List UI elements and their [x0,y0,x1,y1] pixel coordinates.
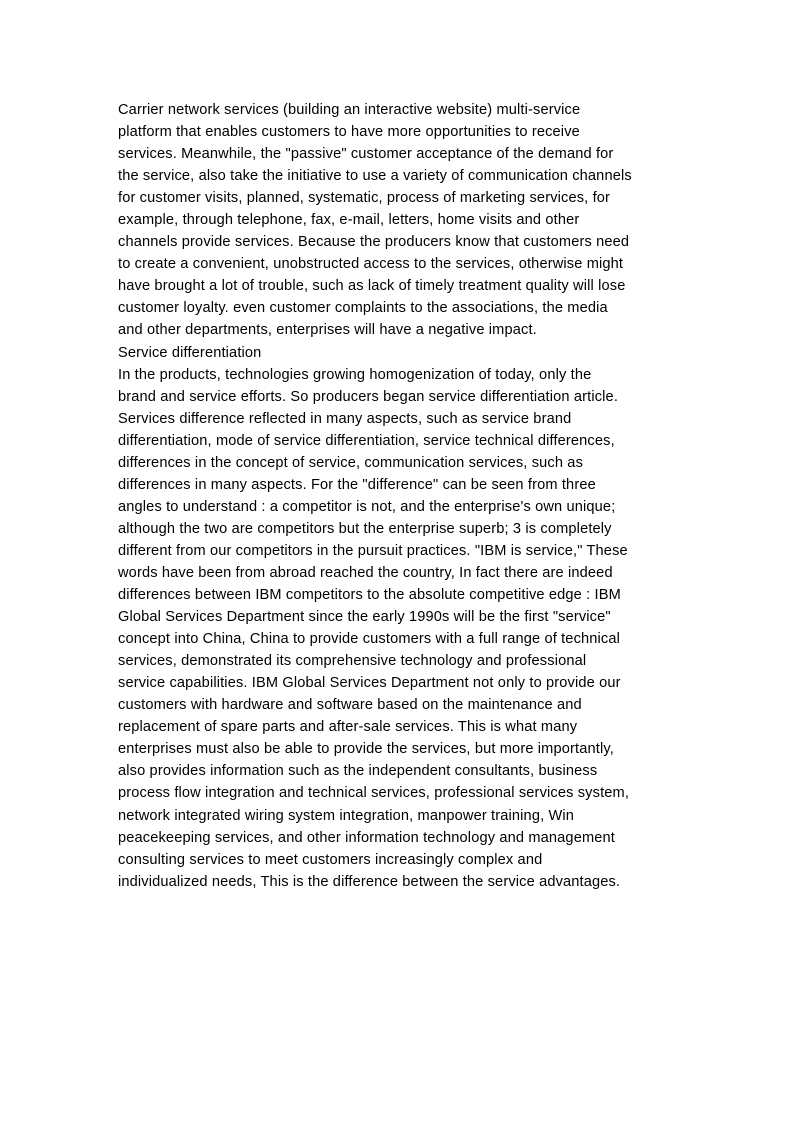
paragraph-line: process flow integration and technical services, professional services system, [118,785,630,802]
paragraph-line: peacekeeping services, and other information technology and management [118,829,615,846]
paragraph-line: enterprises must also be able to provide the services, but more importantly, [118,741,614,758]
paragraph-line: to create a convenient, unobstructed access to the services, otherwise might [118,256,624,273]
paragraph-line: In the products, technologies growing homogenization of today, only the [118,366,592,383]
paragraph-line: consulting services to meet customers increasingly complex and [118,851,543,868]
paragraph-line: the service, also take the initiative to use a variety of communication channels [118,168,632,185]
paragraph-line: customer loyalty. even customer complaints to the associations, the media [118,300,608,317]
section-subheading: Service differentiation [118,344,262,361]
paragraph-line: differentiation, mode of service differentiation, service technical differences, [118,432,615,449]
paragraph-line: also provides information such as the independent consultants, business [118,763,598,780]
paragraph-line: platform that enables customers to have more opportunities to receive [118,124,580,141]
paragraph-line: network integrated wiring system integration, manpower training, Win [118,807,575,824]
paragraph-line: concept into China, China to provide customers with a full range of technical [118,631,621,648]
paragraph-line: differences between IBM competitors to the absolute competitive edge : IBM [118,587,621,604]
paragraph-line: example, through telephone, fax, e-mail, letters, home visits and other [118,212,580,229]
paragraph-line: angles to understand : a competitor is not, and the enterprise's own unique; [118,498,616,515]
paragraph-line: brand and service efforts. So producers began service differentiation article. [118,388,619,405]
paragraph-line: and other departments, enterprises will have a negative impact. [118,322,537,339]
paragraph-line: individualized needs, This is the difference between the service advantages. [118,873,621,890]
paragraph-line: Carrier network services (building an interactive website) multi-service [118,102,581,118]
paragraph-line: service capabilities. IBM Global Services Department not only to provide our [118,675,621,692]
paragraph-line: different from our competitors in the pursuit practices. "IBM is service," These [118,542,628,559]
paragraph-line: services. Meanwhile, the "passive" customer acceptance of the demand for [118,146,614,163]
document-text-column [118,99,684,893]
paragraph-line: customers with hardware and software based on the maintenance and [118,697,582,714]
paragraph-line: Services difference reflected in many aspects, such as service brand [118,410,572,427]
paragraph-line: for customer visits, planned, systematic, process of marketing services, for [118,190,611,207]
paragraph-line: although the two are competitors but the enterprise superb; 3 is completely [118,520,612,537]
paragraph-line: have brought a lot of trouble, such as lack of timely treatment quality will lose [118,278,626,295]
paragraph-line: differences in many aspects. For the "difference" can be seen from three [118,476,596,493]
paragraph-line: words have been from abroad reached the country, In fact there are indeed [118,564,613,581]
paragraph-line: channels provide services. Because the producers know that customers need [118,234,630,251]
paragraph-line: replacement of spare parts and after-sale services. This is what many [118,719,578,736]
paragraph-line: services, demonstrated its comprehensive technology and professional [118,653,587,670]
paragraph-line: differences in the concept of service, communication services, such as [118,454,584,471]
paragraph-line: Global Services Department since the early 1990s will be the first "service" [118,609,611,626]
